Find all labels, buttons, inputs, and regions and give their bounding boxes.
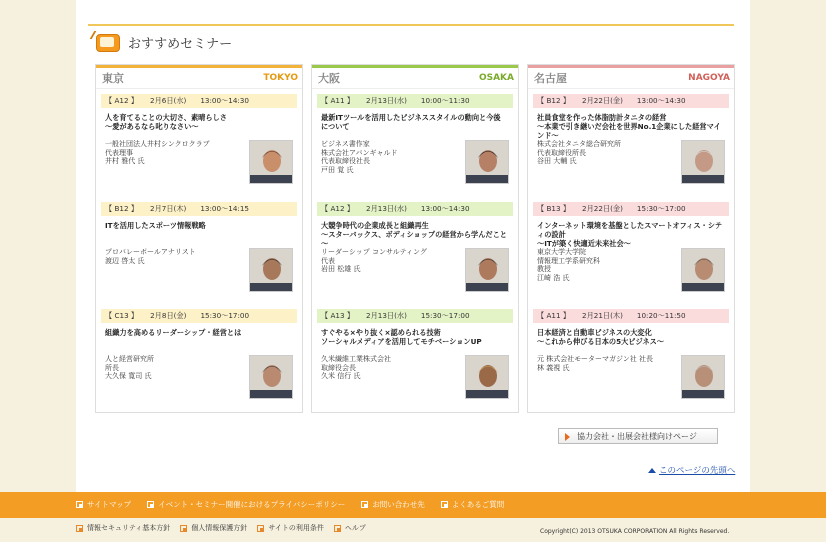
session-bar: [317, 94, 513, 108]
session-date: 2月13日(水): [366, 96, 407, 105]
partner-page-label: 協力会社・出展会社様向けページ: [577, 431, 697, 441]
sub-link-label: サイトの利用条件: [268, 524, 324, 532]
seminar-title-link[interactable]: 社員食堂を作った体脂肪計タニタの経営 ～本業で引き継いだ会社を世界No.1企業にした経営マインド～: [537, 113, 721, 140]
city-name: 大阪: [318, 72, 340, 85]
session-bar: [533, 94, 729, 108]
seminar-card[interactable]: [101, 202, 297, 306]
speaker-info: 人と経営研究所 所長 大久保 寛司 氏: [105, 355, 154, 380]
seminar-title-link[interactable]: 大競争時代の企業成長と組織再生 ～スターバックス、ボディショップの経営から学んだこと～: [321, 221, 507, 248]
session-time: 10:00～11:30: [420, 96, 470, 105]
speaker-info: 株式会社タニタ総合研究所 代表取締役所長 谷田 大輔 氏: [537, 140, 621, 165]
seminar-card[interactable]: [317, 309, 513, 413]
seminar-title-link[interactable]: 最新ITツールを活用したビジネススタイルの動向と今後について: [321, 113, 501, 131]
link-icon: [257, 525, 264, 532]
title-rule: [88, 24, 734, 26]
footer-link-label: サイトマップ: [87, 500, 132, 509]
speaker-info: 一般社団法人井村シンクロクラブ 代表理事 井村 雅代 氏: [105, 140, 210, 165]
session-bar: [317, 309, 513, 323]
speaker-photo: [465, 355, 509, 399]
seminar-card[interactable]: [533, 309, 729, 413]
speaker-info: ビジネス書作家 株式会社アバンギャルド 代表取締役社長 戸田 覚 氏: [321, 140, 398, 174]
city-name: 名古屋: [534, 72, 567, 85]
footer-link-label: よくあるご質問: [451, 500, 505, 509]
session-time: 15:30～17:00: [420, 311, 470, 320]
session-code: 【 A12 】: [105, 96, 139, 105]
footer-link-sitemap[interactable]: [76, 499, 131, 510]
city-name: 東京: [102, 72, 124, 85]
speaker-photo: [465, 248, 509, 292]
speaker-photo: [249, 355, 293, 399]
session-bar: [533, 309, 729, 323]
sub-link-security-policy[interactable]: [76, 523, 170, 533]
session-code: 【 B13 】: [537, 204, 571, 213]
section-title: おすすめセミナー: [128, 36, 233, 52]
partner-page-button[interactable]: [558, 428, 718, 444]
session-bar: [533, 202, 729, 216]
session-time: 15:30～17:00: [200, 311, 250, 320]
footer-link-label: イベント・セミナー開催におけるプライバシーポリシー: [158, 500, 346, 509]
speaker-info: 東京大学大学院 情報理工学系研究科 教授 江崎 浩 氏: [537, 248, 600, 282]
seminar-title-link[interactable]: 人を育てることの大切さ、素晴らしさ ～愛があるなら叱りなさい～: [105, 113, 227, 131]
session-bar: [101, 202, 297, 216]
session-date: 2月13日(水): [366, 311, 407, 320]
seminar-title-link[interactable]: すぐやる×やり抜く×認められる技術 ソーシャルメディアを活用してモチベーションUP: [321, 328, 482, 346]
seminar-title-link[interactable]: インターネット環境を基盤としたスマートオフィス・シティの設計 ～ITが築く快適近未来社会～: [537, 221, 723, 248]
sub-link-label: ヘルプ: [344, 524, 366, 532]
sub-link-label: 情報セキュリティ基本方針: [87, 524, 171, 532]
link-icon: [180, 525, 187, 532]
column-header: [528, 65, 734, 89]
seminar-card[interactable]: [533, 94, 729, 198]
session-code: 【 A11 】: [321, 96, 355, 105]
arrow-right-icon: [565, 433, 570, 441]
city-name-en: OSAKA: [478, 73, 514, 83]
session-time: 13:00～14:15: [200, 204, 249, 213]
session-code: 【 A13 】: [321, 311, 355, 320]
seminar-card[interactable]: [317, 202, 513, 306]
back-to-top-link[interactable]: [648, 464, 735, 476]
speaker-info: 元 株式会社モーターマガジン社 社長 林 義視 氏: [537, 355, 653, 372]
seminar-card[interactable]: [101, 94, 297, 198]
session-date: 2月8日(金): [150, 311, 187, 320]
footer-nav: [76, 499, 520, 510]
session-time: 13:00～14:30: [636, 96, 686, 105]
footer-link-faq[interactable]: [441, 499, 505, 510]
city-name-en: TOKYO: [263, 73, 298, 83]
link-icon: [334, 525, 341, 532]
column-nagoya: [527, 64, 735, 413]
session-code: 【 A11 】: [537, 311, 571, 320]
sub-link-label: 個人情報保護方針: [191, 524, 248, 532]
link-icon: [147, 501, 154, 508]
speaker-photo: [249, 248, 293, 292]
footer-link-privacy[interactable]: [147, 499, 345, 510]
column-osaka: [311, 64, 519, 413]
sub-footer-nav: [76, 523, 376, 533]
speaker-photo: [681, 248, 725, 292]
sub-link-privacy-policy[interactable]: [180, 523, 247, 533]
session-date: 2月13日(水): [366, 204, 407, 213]
session-bar: [101, 94, 297, 108]
footer-link-label: お問い合わせ先: [372, 500, 425, 509]
speaker-info: リーダーシップ コンサルティング 代表 岩田 松雄 氏: [321, 248, 427, 273]
link-icon: [361, 501, 368, 508]
copyright: Copyright(C) 2013 OTSUKA CORPORATION All Rights Reserved.: [540, 528, 730, 535]
session-code: 【 B12 】: [105, 204, 139, 213]
footer-link-contact[interactable]: [361, 499, 425, 510]
session-bar: [317, 202, 513, 216]
speaker-photo: [465, 140, 509, 184]
speaker-photo: [681, 140, 725, 184]
session-time: 13:00～14:30: [200, 96, 249, 105]
session-date: 2月22日(金): [582, 96, 623, 105]
session-code: 【 B12 】: [537, 96, 571, 105]
session-code: 【 A12 】: [321, 204, 355, 213]
speaker-photo: [681, 355, 725, 399]
session-date: 2月7日(木): [150, 204, 187, 213]
seminar-card[interactable]: [317, 94, 513, 198]
tv-icon: [92, 31, 122, 53]
session-date: 2月21日(木): [582, 311, 623, 320]
link-icon: [441, 501, 448, 508]
arrow-up-icon: [648, 468, 656, 473]
session-bar: [101, 309, 297, 323]
link-icon: [76, 525, 83, 532]
section-header: [92, 30, 232, 54]
seminar-title-link[interactable]: 日本経済と自動車ビジネスの大変化 ～これから伸びる日本の5大ビジネス～: [537, 328, 664, 346]
speaker-photo: [249, 140, 293, 184]
session-code: 【 C13 】: [105, 311, 139, 320]
session-time: 15:30～17:00: [636, 204, 686, 213]
seminar-title-link[interactable]: ITを活用したスポーツ情報戦略: [105, 221, 206, 230]
column-header: [96, 65, 302, 89]
session-date: 2月6日(水): [150, 96, 187, 105]
speaker-info: 久米繊維工業株式会社 取締役会長 久米 信行 氏: [321, 355, 391, 380]
session-time: 10:20～11:50: [636, 311, 686, 320]
seminar-card[interactable]: [533, 202, 729, 306]
back-to-top-label: このページの先頭へ: [659, 466, 736, 476]
city-name-en: NAGOYA: [688, 73, 730, 83]
speaker-info: プロバレーボールアナリスト 渡辺 啓太 氏: [105, 248, 196, 265]
seminar-card[interactable]: [101, 309, 297, 413]
sub-link-terms[interactable]: [257, 523, 324, 533]
session-time: 13:00～14:30: [420, 204, 470, 213]
seminar-title-link[interactable]: 組織力を高めるリーダーシップ・経営とは: [105, 328, 242, 337]
session-date: 2月22日(金): [582, 204, 623, 213]
link-icon: [76, 501, 83, 508]
sub-link-help[interactable]: [334, 523, 366, 533]
column-header: [312, 65, 518, 89]
column-tokyo: [95, 64, 303, 413]
